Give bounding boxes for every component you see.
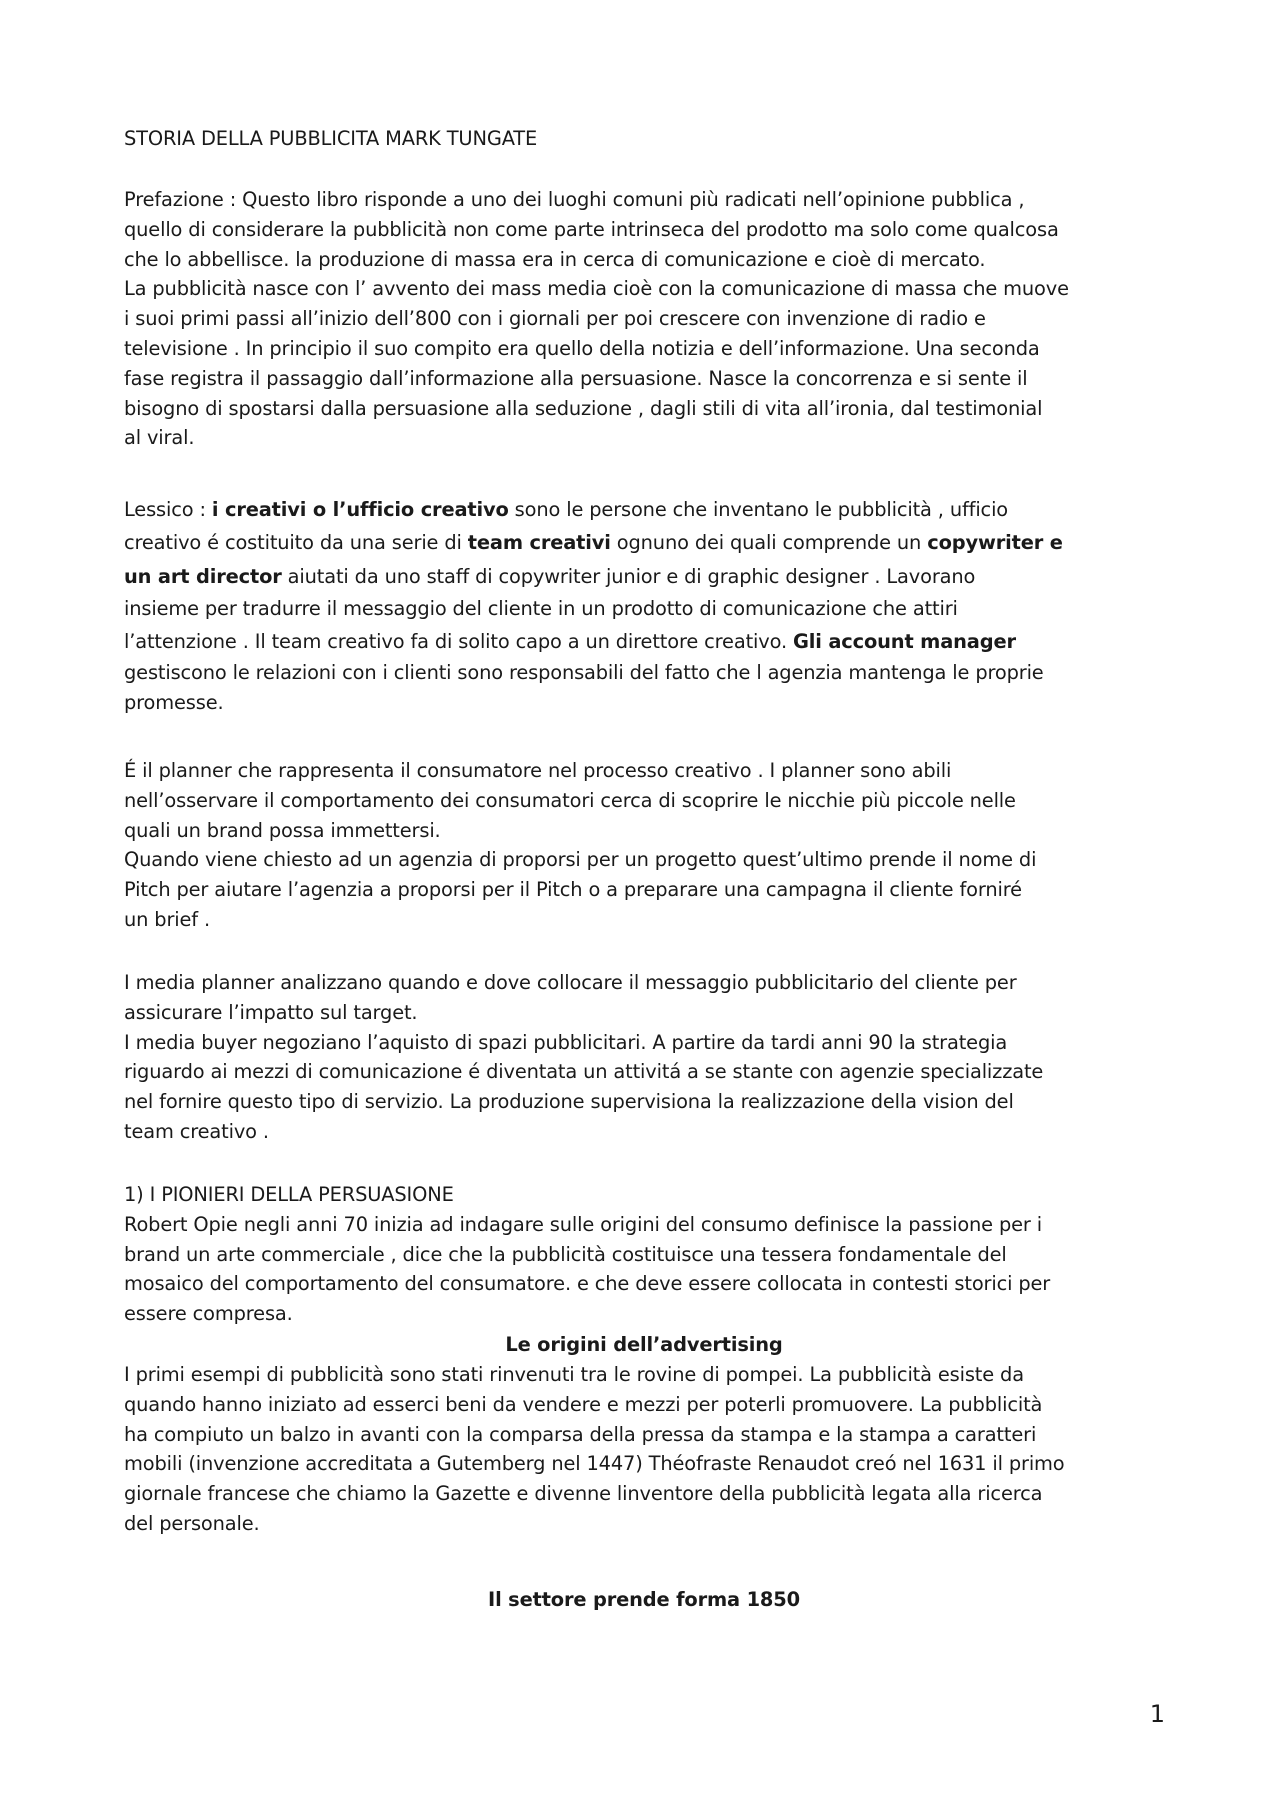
text-line: nel fornire questo tipo di servizio. La produzione supervisiona la realizzazione della vision del	[124, 1090, 1014, 1114]
bold-term: copywriter e	[927, 531, 1063, 554]
text-span: aiutati da uno staff di copywriter junior e di graphic designer . Lavorano	[281, 565, 976, 588]
text-line	[124, 625, 1063, 658]
settore-heading: Il settore prende forma 1850	[488, 1588, 800, 1611]
text-line: un brief .	[124, 907, 210, 931]
planner-paragraph	[124, 756, 1036, 935]
text-line: mosaico del comportamento del consumatore. e che deve essere collocata in contesti storici per	[124, 1272, 1051, 1296]
section-heading: 1) I PIONIERI DELLA PERSUASIONE	[124, 1183, 454, 1206]
text-line	[124, 560, 1063, 593]
text-line: I media planner analizzano quando e dove collocare il messaggio pubblicitario del cliente per	[124, 971, 1017, 994]
origini-heading: Le origini dell’advertising	[505, 1333, 783, 1356]
text-line: al viral.	[124, 426, 195, 450]
text-line: fase registra il passaggio dall’informazione alla persuasione. Nasce la concorrenza e si sente il	[124, 366, 1028, 390]
text-line: essere compresa.	[124, 1302, 293, 1326]
page-number: 1	[1149, 1700, 1165, 1728]
text-line: che lo abbellisce. la produzione di massa era in cerca di comunicazione e cioè di mercato.	[124, 247, 986, 271]
text-line: televisione . In principio il suo compito era quello della notizia e dell’informazione. Una seconda	[124, 336, 1040, 360]
lessico-label: Lessico :	[124, 498, 212, 521]
text-line	[124, 494, 1063, 526]
text-line	[124, 526, 1063, 560]
text-line: Pitch per aiutare l’agenzia a proporsi per il Pitch o a preparare una campagna il cliente forniré	[124, 878, 1022, 902]
text-line: promesse.	[124, 690, 224, 714]
text-line: Quando viene chiesto ad un agenzia di proporsi per un progetto quest’ultimo prende il nome di	[124, 848, 1037, 872]
text-span: creativo é costituito da una serie di	[124, 531, 468, 554]
text-line: nell’osservare il comportamento dei consumatori cerca di scoprire le nicchie più piccole nelle	[124, 788, 1016, 812]
bold-term: i creativi o l’ufficio creativo	[211, 498, 509, 521]
text-line: quando hanno iniziato ad esserci beni da vendere e mezzi per poterli promuovere. La pubblicità	[124, 1392, 1043, 1416]
media-paragraph	[124, 968, 1043, 1147]
prefazione-paragraph	[124, 185, 1069, 453]
document-title: STORIA DELLA PUBBLICITA MARK TUNGATE	[124, 127, 538, 150]
text-span: ognuno dei quali comprende un	[610, 531, 928, 554]
text-line: gestiscono le relazioni con i clienti sono responsabili del fatto che l agenzia mantenga le proprie	[124, 661, 1044, 684]
bold-term: Gli account manager	[792, 630, 1016, 653]
text-line: team creativo .	[124, 1119, 269, 1143]
text-line: Robert Opie negli anni 70 inizia ad indagare sulle origini del consumo definisce la passione per i	[124, 1212, 1042, 1236]
text-line: riguardo ai mezzi di comunicazione é diventata un attivitá a se stante con agenzie specializzate	[124, 1060, 1044, 1084]
text-line: ha compiuto un balzo in avanti con la comparsa della pressa da stampa e la stampa a caratteri	[124, 1422, 1037, 1446]
text-span: l’attenzione . Il team creativo fa di solito capo a un direttore creativo.	[124, 630, 793, 653]
text-line: i suoi primi passi all’inizio dell’800 con i giornali per poi crescere con invenzione di radio e	[124, 307, 986, 331]
text-line: brand un arte commerciale , dice che la pubblicità costituisce una tessera fondamentale del	[124, 1242, 1007, 1266]
text-line: I primi esempi di pubblicità sono stati rinvenuti tra le rovine di pompei. La pubblicità esiste da	[124, 1363, 1024, 1386]
text-line: mobili (invenzione accreditata a Gutemberg nel 1447) Théofraste Renaudot creó nel 1631 il primo	[124, 1452, 1065, 1476]
text-line: quali un brand possa immettersi.	[124, 818, 441, 842]
text-line: Prefazione : Questo libro risponde a uno dei luoghi comuni più radicati nell’opinione pubblica ,	[124, 188, 1025, 211]
text-line: assicurare l’impatto sul target.	[124, 1000, 418, 1024]
lessico-paragraph	[124, 494, 1063, 718]
text-line: I media buyer negoziano l’aquisto di spazi pubblicitari. A partire da tardi anni 90 la strategia	[124, 1030, 1008, 1054]
text-line: É il planner che rappresenta il consumatore nel processo creativo . I planner sono abili	[124, 759, 952, 782]
origini-paragraph	[124, 1360, 1065, 1539]
bold-term: team creativi	[467, 531, 611, 554]
text-line: bisogno di spostarsi dalla persuasione alla seduzione , dagli stili di vita all’ironia, dal testimonial	[124, 396, 1043, 420]
text-span: sono le persone che inventano le pubblicità , ufficio	[508, 498, 1009, 521]
text-line: del personale.	[124, 1511, 260, 1535]
pionieri-section	[124, 1180, 1050, 1329]
text-line: quello di considerare la pubblicità non come parte intrinseca del prodotto ma solo come qualcosa	[124, 217, 1059, 241]
text-line: giornale francese che chiamo la Gazette e divenne linventore della pubblicità legata alla ricerca	[124, 1482, 1043, 1506]
bold-term: un art director	[124, 565, 282, 588]
text-line: La pubblicità nasce con l’ avvento dei mass media cioè con la comunicazione di massa che muove	[124, 277, 1069, 301]
text-line: insieme per tradurre il messaggio del cliente in un prodotto di comunicazione che attiri	[124, 597, 958, 620]
